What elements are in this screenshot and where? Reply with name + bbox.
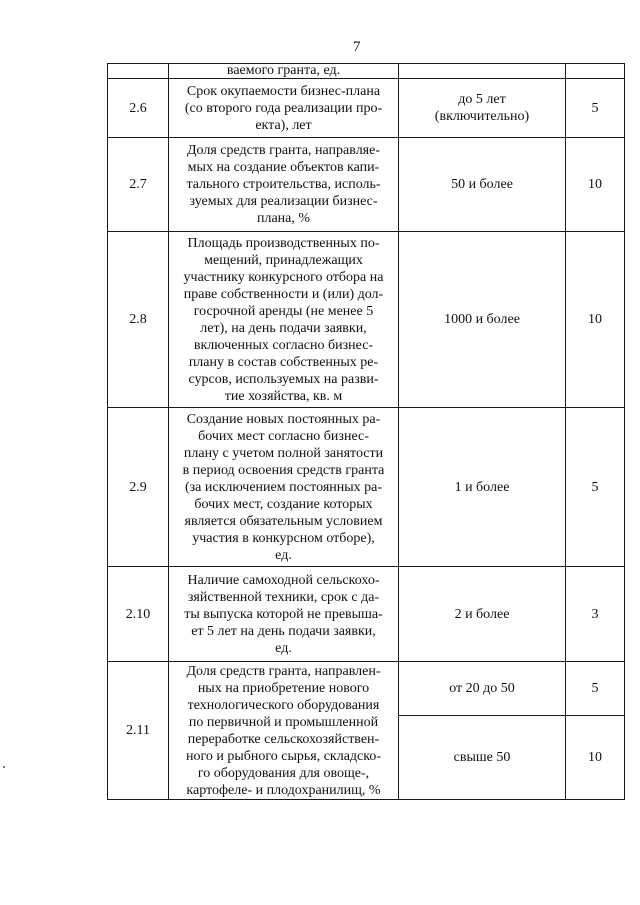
row-number-cell: 2.10 [108, 567, 169, 662]
criterion-line: ед. [275, 640, 292, 656]
criterion-line: Создание новых постоянных ра- [186, 411, 381, 427]
criterion-line: тие хозяйства, кв. м [224, 388, 343, 404]
criterion-line: лет), на день подачи заявки, [200, 320, 367, 336]
value-line: до 5 лет [458, 92, 506, 107]
criterion-line: ного и рыбного сырья, складско- [185, 748, 382, 764]
criterion-line: го оборудования для овоще-, [197, 765, 370, 781]
criterion-line: зяйственной техники, срок с да- [187, 589, 380, 605]
criterion-line: плана, % [256, 211, 311, 226]
criterion-line: ты выпуска которой не превыша- [184, 606, 383, 622]
criterion-line: зуемых для реализации бизнес- [189, 194, 378, 209]
points-cell: 5 [566, 79, 625, 138]
table-row [108, 567, 625, 662]
criterion-line: мещений, принадлежащих [204, 252, 363, 268]
criterion-line: участнику конкурсного отбора на [183, 269, 384, 285]
points-cell: 10 [566, 138, 625, 232]
row-number-cell: 2.7 [108, 138, 169, 232]
value-line: 1 и более [454, 479, 510, 495]
table-row-continuation [108, 64, 625, 79]
criterion-cell [169, 567, 399, 662]
criterion-line: Наличие самоходной сельскохо- [187, 572, 380, 588]
criteria-table [107, 63, 625, 800]
criterion-cell [169, 408, 399, 567]
criterion-line: ет 5 лет на день подачи заявки, [191, 623, 376, 639]
criterion-line: бочих мест, создание которых [194, 496, 373, 512]
points-cell: 5 [566, 662, 625, 716]
table-row [108, 662, 625, 716]
points-cell: 5 [566, 408, 625, 567]
table-row [108, 138, 625, 232]
criterion-line: технологического оборудования [187, 697, 380, 713]
criterion-line: Срок окупаемости бизнес-плана [186, 83, 381, 99]
criterion-line: является обязательным условием [184, 513, 383, 529]
value-cell [399, 64, 566, 79]
criterion-line: ных на приобретение нового [197, 680, 370, 696]
criterion-line: госрочной аренды (не менее 5 [193, 303, 374, 319]
criterion-cell [169, 79, 399, 138]
value-line: 1000 и более [444, 312, 520, 327]
table-row [108, 408, 625, 567]
criterion-line: по первичной и промышленной [188, 714, 379, 730]
criterion-line: (за исключением постоянных ра- [184, 479, 383, 495]
value-line: (включительно) [434, 109, 530, 124]
table-row [108, 232, 625, 408]
criterion-cell [169, 138, 399, 232]
criterion-line: включенных согласно бизнес- [193, 337, 374, 353]
criterion-line: праве собственности и (или) дол- [183, 286, 384, 302]
value-cell [399, 79, 566, 138]
criterion-cell [169, 64, 399, 79]
table-row [108, 79, 625, 138]
criterion-line: тального строительства, исполь- [186, 177, 381, 192]
criterion-line: сурсов, используемых на разви- [188, 371, 379, 387]
criterion-cell [169, 232, 399, 408]
criterion-line: екта), лет [255, 117, 312, 133]
value-cell [399, 138, 566, 232]
points-cell [566, 64, 625, 79]
criterion-line: мых на создание объектов капи- [187, 160, 380, 175]
value-cell [399, 567, 566, 662]
criterion-line: участия в конкурсном отборе), [192, 530, 375, 546]
criterion-line: Доля средств гранта, направляе- [186, 143, 380, 158]
row-number-cell: 2.8 [108, 232, 169, 408]
criterion-line: Доля средств гранта, направлен- [186, 663, 381, 679]
points-cell: 10 [566, 716, 625, 800]
value-cell [399, 232, 566, 408]
criterion-line: (со второго года реализации про- [184, 100, 383, 116]
criterion-line: плану с учетом полной занятости [183, 445, 384, 461]
criterion-cell [169, 662, 399, 800]
row-number-cell: 2.9 [108, 408, 169, 567]
value-line: 50 и более [451, 177, 513, 192]
points-cell: 10 [566, 232, 625, 408]
value-cell: от 20 до 50 [399, 662, 566, 716]
criterion-line: переработке сельскохозяйствен- [187, 731, 380, 747]
row-number-cell: 2.11 [108, 662, 169, 800]
criterion-line: бочих мест согласно бизнес- [198, 428, 369, 444]
criterion-line: плану в состав собственных ре- [188, 354, 379, 370]
criterion-line: в период освоения средств гранта [182, 462, 385, 478]
value-cell: свыше 50 [399, 716, 566, 800]
page-number: 7 [353, 39, 361, 55]
value-line: 2 и более [454, 606, 510, 622]
points-cell: 3 [566, 567, 625, 662]
criterion-line: ваемого гранта, ед. [226, 63, 341, 78]
value-cell [399, 408, 566, 567]
criterion-line: картофеле- и плодохранилищ, % [186, 782, 381, 798]
row-number-cell [108, 64, 169, 79]
criterion-line: ед. [275, 547, 292, 563]
criterion-line: Площадь производственных по- [187, 235, 380, 251]
scan-speck [3, 766, 5, 768]
row-number-cell: 2.6 [108, 79, 169, 138]
